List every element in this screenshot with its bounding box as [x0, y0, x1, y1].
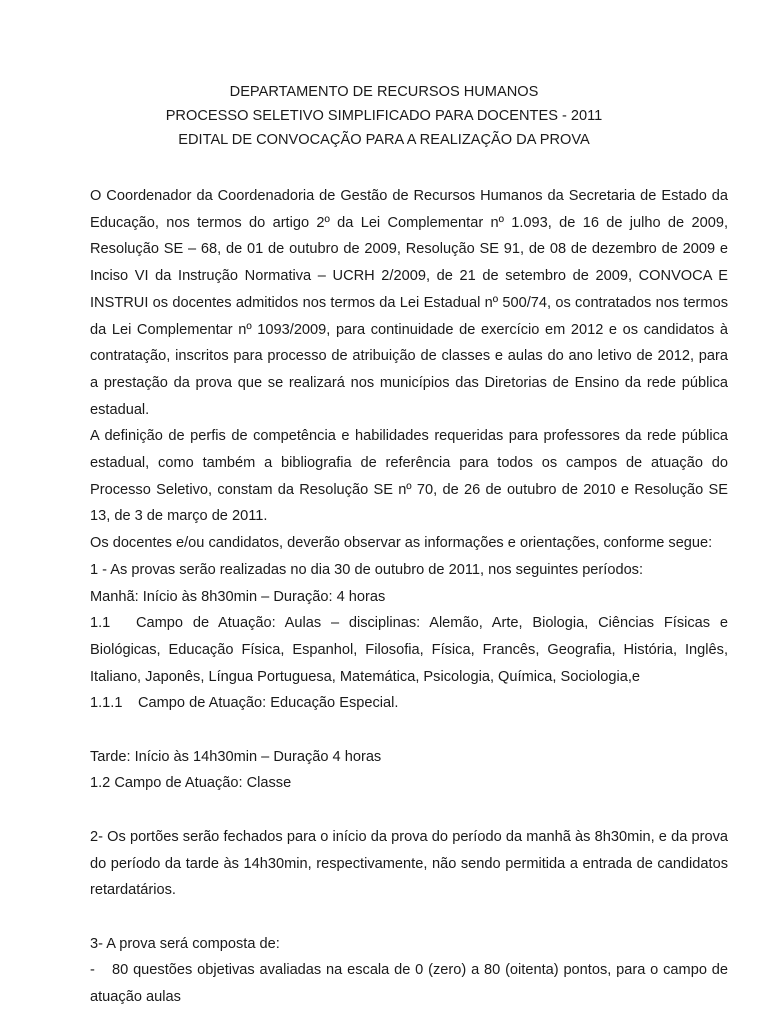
item-text: 80 questões objetivas avaliadas na escala de 0 (zero) a 80 (oitenta) pontos, para o campo de atuação aulas [90, 962, 728, 1006]
item-1-1 [90, 610, 728, 690]
item-3: 3- A prova será composta de: [90, 935, 280, 952]
bullet-dash: - [90, 962, 95, 979]
item-1: 1 - As provas serão realizadas no dia 30 de outubro de 2011, nos seguintes períodos: [90, 561, 644, 578]
item-number: 1.1.1 [90, 695, 123, 712]
periodo-manha: Manhã: Início às 8h30min – Duração: 4 horas [90, 588, 386, 605]
item-2: 2- Os portões serão fechados para o início da prova do período da manhã às 8h30min, e da prova do período da tarde às 14h30min, respectivamente, não sendo permitida a entrada de candidatos retardatários. [90, 828, 728, 899]
spacer [90, 717, 728, 744]
document-body [90, 183, 728, 1011]
paragraph-definicao: A definição de perfis de competência e habilidades requeridas para professores da rede pública estadual, como também a bibliografia de referência para todos os campos de atuação do Processo Seletivo, constam da Resolução SE nº 70, de 26 de outubro de 2010 e Resolução SE 13, de 3 de março de 2011. [90, 428, 728, 525]
document-header [0, 80, 768, 152]
item-3-bullet [90, 957, 728, 1010]
paragraph-orientacoes: Os docentes e/ou candidatos, deverão observar as informações e orientações, conforme segue: [90, 535, 713, 552]
item-text: Campo de Atuação: Aulas – disciplinas: Alemão, Arte, Biologia, Ciências Físicas e Biológicas, Educação Física, Espanhol, Filosofia, Física, Francês, Geografia, História, Inglês, Italiano, Japonês, Língua Portuguesa, Matemática, Psicologia, Química, Sociologia,e [90, 615, 728, 685]
spacer [90, 797, 728, 824]
paragraph-intro: O Coordenador da Coordenadoria de Gestão de Recursos Humanos da Secretaria de Estado da Educação, nos termos do artigo 2º da Lei Complementar nº 1.093, de 16 de julho de 2009, Resolução SE – 68, de 01 de outubro de 2009, Resolução SE 91, de 08 de dezembro de 2009 e Inciso VI da Instrução Normativa – UCRH 2/2009, de 21 de setembro de 2009, CONVOCA E INSTRUI os docentes admitidos nos termos da Lei Estadual nº 500/74, os contratados nos termos da Lei Complementar nº 1093/2009, para continuidade de exercício em 2012 e os candidatos à contratação, inscritos para processo de atribuição de classes e aulas do ano letivo de 2012, para a prestação da prova que se realizará nos municípios das Diretorias de Ensino da rede pública estadual. [90, 188, 728, 418]
item-1-2: 1.2 Campo de Atuação: Classe [90, 775, 292, 792]
item-text: Campo de Atuação: Educação Especial. [138, 695, 399, 712]
spacer [90, 904, 728, 931]
header-edital: EDITAL DE CONVOCAÇÃO PARA A REALIZAÇÃO DA PROVA [178, 132, 590, 148]
item-1-1-1 [90, 690, 728, 717]
header-department: DEPARTAMENTO DE RECURSOS HUMANOS [229, 84, 539, 100]
item-number: 1.1 [90, 615, 111, 632]
header-process: PROCESSO SELETIVO SIMPLIFICADO PARA DOCENTES - 2011 [165, 108, 603, 124]
periodo-tarde: Tarde: Início às 14h30min – Duração 4 horas [90, 748, 382, 765]
